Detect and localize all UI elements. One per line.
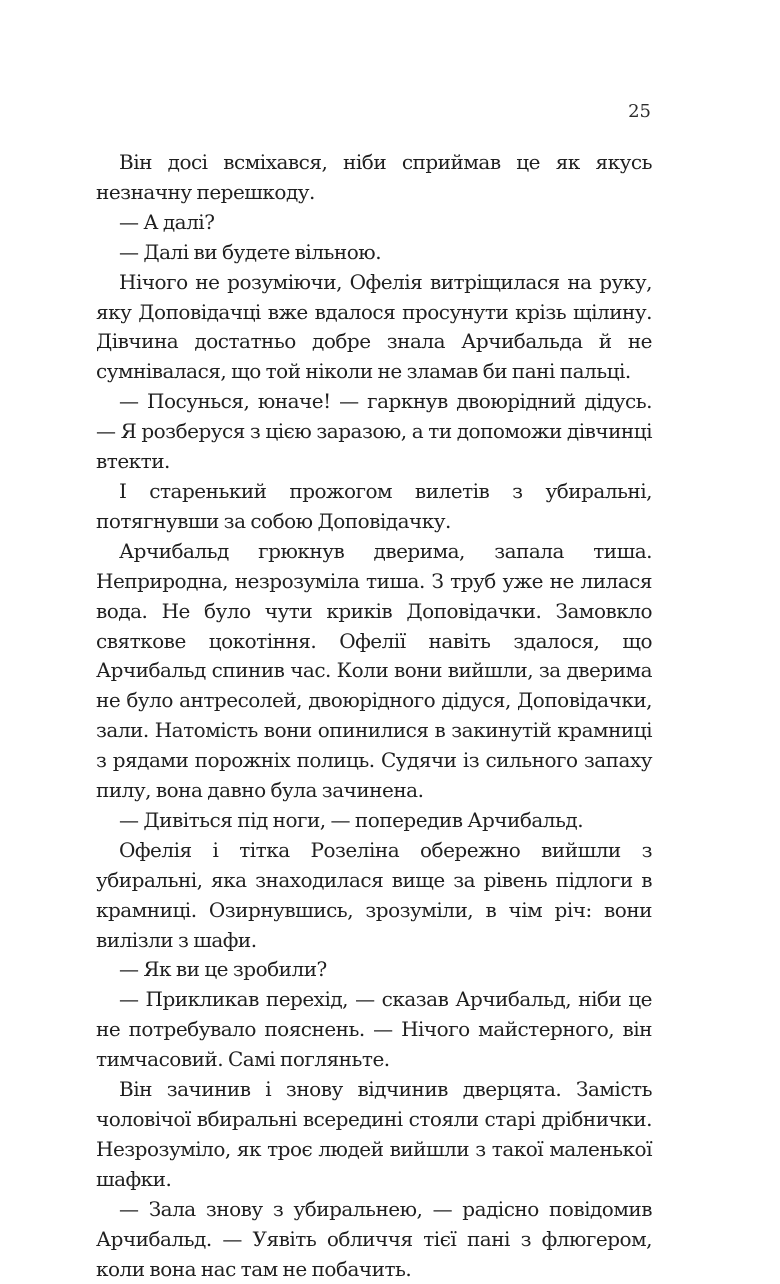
paragraph: Офелія і тітка Розеліна обережно вийшли з убиральні, яка знаходилася вище за рівень підлоги в крамниці. Озирнувшись, зрозуміли, в чім річ: вони вилізли з шафи. (96, 837, 652, 952)
paragraph: І старенький прожогом вилетів з убиральні, потягнувши за собою Доповідачку. (96, 478, 652, 533)
paragraph: — Далі ви будете вільною. (119, 239, 382, 264)
paragraph: Він зачинив і знову відчинив дверцята. Замість чоловічої вбиральні всередині стояли старі дрібнички. Незрозуміло, як троє людей вийшли з такої маленької шафки. (96, 1077, 652, 1191)
body-text (96, 148, 652, 1284)
paragraph: — Зала знову з убиральнею, — радісно повідомив Арчибальд. — Уявіть обличчя тієї пані з флюгером, коли вона нас там не побачить. (96, 1196, 652, 1281)
paragraph: — Прикликав перехід, — сказав Арчибальд, ніби це не потребувало пояснень. — Нічого майстерного, він тимчасовий. Самі погляньте. (96, 987, 652, 1072)
paragraph: — Посунься, юначе! — гаркнув двоюрідний дідусь. — Я розберуся з цією заразою, а ти допоможи дівчинці втекти. (96, 389, 652, 474)
page-number: 25 (628, 101, 651, 122)
paragraph: — Дивіться під ноги, — попередив Арчибальд. (119, 807, 584, 832)
paragraph: Нічого не розуміючи, Офелія витріщилася на руку, яку Доповідачці вже вдалося просунути крізь щілину. Дівчина достатньо добре знала Арчибальда й не сумнівалася, що той ніколи не зламав би пані пальці. (96, 269, 652, 384)
paragraph: — А далі? (119, 209, 215, 234)
paragraph: — Як ви це зробили? (119, 957, 327, 982)
paragraph: Арчибальд грюкнув дверима, запала тиша. Неприродна, незрозуміла тиша. З труб уже не лилася вода. Не було чути криків Доповідачки. Замовкло святкове цокотіння. Офелії навіть здалося, що Арчибальд спинив час. Коли вони вийшли, за дверима не було антресолей, двоюрідного дідуся, Доповідачки, зали. Натомість вони опинилися в закинутій крамниці з рядами порожніх полиць. Судячи із сильного запаху пилу, вона давно була зачинена. (96, 538, 652, 803)
paragraph: Він досі всміхався, ніби сприймав це як якусь незначну перешкоду. (96, 150, 652, 204)
